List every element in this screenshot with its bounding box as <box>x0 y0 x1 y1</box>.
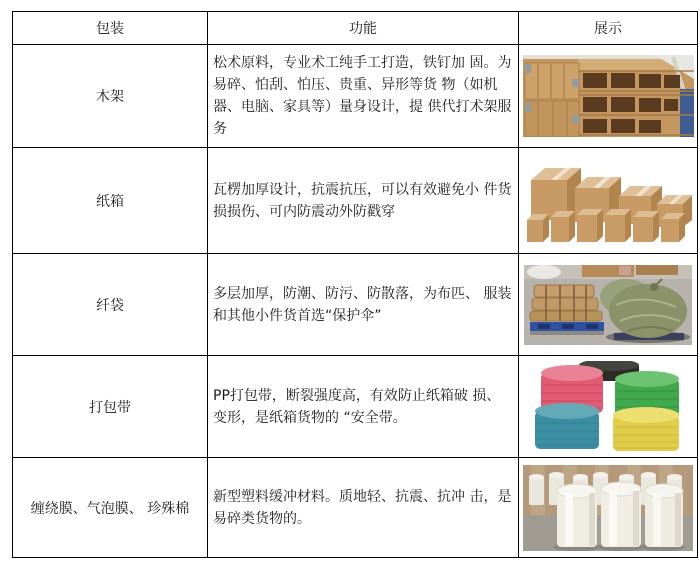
packaging-cell: 纸箱 <box>13 148 208 254</box>
display-cell <box>519 148 698 254</box>
display-cell <box>519 458 698 558</box>
table-row <box>13 148 698 254</box>
table-row <box>13 458 698 558</box>
display-cell <box>519 254 698 356</box>
table-header-row <box>13 12 698 45</box>
function-cell: 多层加厚，防潮、防污、防散落，为布匹、 服装和其他小件货首选“保护伞” <box>208 254 519 356</box>
wooden-crates-photo <box>523 55 694 137</box>
table-row <box>13 356 698 458</box>
function-cell: 松术原料，专业术工纯手工打造，铁钉加 固。为易碎、怕刮、怕压、贵重、异形等货 物（如机器、电脑、家具等）量身设计，提 供代打术架服务 <box>208 45 519 148</box>
display-cell <box>519 356 698 458</box>
display-cell <box>519 45 698 148</box>
packaging-cell: 纤袋 <box>13 254 208 356</box>
header-display: 展示 <box>519 12 698 45</box>
function-cell: PP打包带，断裂强度高，有效防止纸箱破 损、变形，是纸箱货物的 “安全带。 <box>208 356 519 458</box>
header-packaging: 包装 <box>13 12 208 45</box>
function-cell: 新型塑料缓冲材料。质地轻、抗震、抗冲 击，是易碎类货物的。 <box>208 458 519 558</box>
packaging-spec-table <box>12 11 698 558</box>
pp-strap-rolls-photo <box>523 361 693 453</box>
cardboard-boxes-photo <box>523 156 693 246</box>
woven-bags-photo <box>524 265 692 345</box>
table-row <box>13 45 698 148</box>
table-row <box>13 254 698 356</box>
stretch-film-rolls-photo <box>523 465 693 551</box>
packaging-cell: 木架 <box>13 45 208 148</box>
packaging-cell: 缠绕膜、气泡膜、 珍殊棉 <box>13 458 208 558</box>
header-function: 功能 <box>208 12 519 45</box>
packaging-cell: 打包带 <box>13 356 208 458</box>
function-cell: 瓦楞加厚设计，抗震抗压，可以有效避免小 件货损损伤、可内防震动外防戳穿 <box>208 148 519 254</box>
